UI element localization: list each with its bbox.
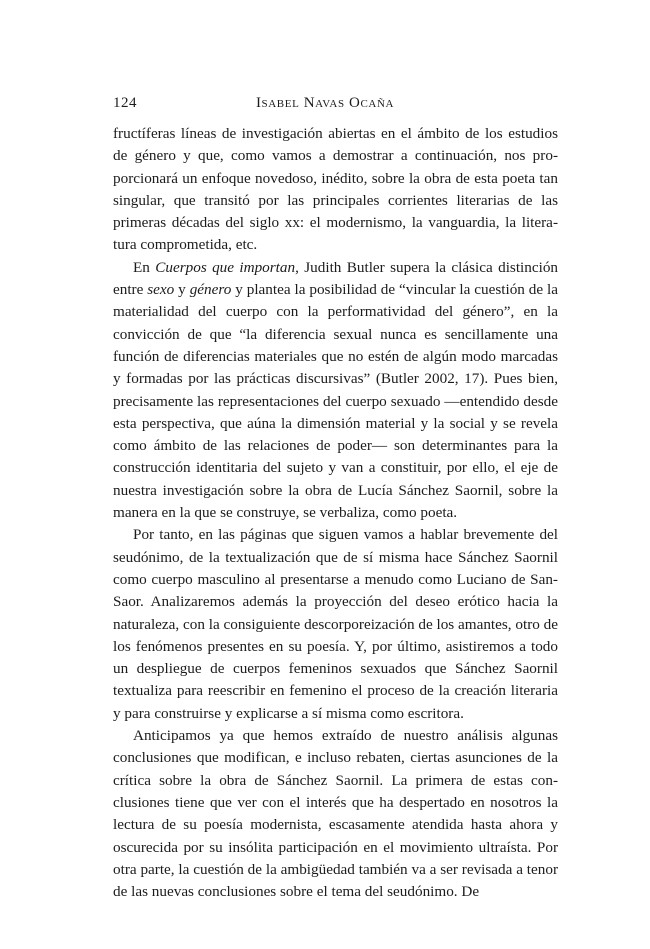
running-head: Isabel Navas Ocaña <box>255 95 395 111</box>
italic-title: Cuerpos que importan <box>155 258 296 276</box>
page-header <box>113 93 537 113</box>
paragraph <box>113 524 558 725</box>
text-segment: Por tanto, en las páginas que siguen vamos a hablar brevemente del seudónimo, de la textualización que de sí misma hace Sánchez Saornil como cuerpo masculino al presentarse a menudo como Luciano de San-Saor. Analizaremos además la proyección del deseo erótico hacia la naturaleza, con la consiguiente descorporeización de los amantes, otro de los fenómenos presentes en su poesía. Y, por último, asistiremos a todo un despliegue de cuerpos femeninos sexuados que Sánchez Saornil textualiza para reescribir en femenino el proceso de la creación literaria y para construirse y explicarse a sí misma como escritora. <box>113 526 558 722</box>
page-number: 124 <box>113 95 137 111</box>
text-segment: Anticipamos ya que hemos extraído de nuestro análisis algunas conclusiones que modifican, e incluso rebaten, ciertas asunciones de la crítica sobre la obra de Sánchez Saornil. La primera de estas conclusiones tiene que ver con el interés que ha despertado en nosotros la lectura de su poesía modernista, escasamente atendida hasta ahora y oscurecida por su insólita participación en el movimiento ultraísta. Por otra parte, la cuestión de la ambigüedad también va a ser revisada a tenor de las nuevas conclusiones sobre el tema del seudónimo. De <box>113 727 558 901</box>
body-text <box>113 123 558 903</box>
paragraph <box>113 123 558 257</box>
text-segment: y <box>174 281 190 299</box>
text-segment: y plantea la posibilidad de “vincular la cuestión de la materialidad del cuerpo con la performatividad del género”, en la convicción de que “la diferencia sexual nunca es sencillamente una función de diferencias materiales que no estén de algún modo marcadas y formadas por las prácticas discursivas” (Butler 2002, 17). Pues bien, precisamente las representaciones del cuerpo sexuado —entendido desde esta perspectiva, que aúna la dimensión material y la social y se revela como ámbito de las relaciones de poder— son determinantes para la construcción identitaria del sujeto y van a constituir, por ello, el eje de nuestra investigación sobre la obra de Lucía Sánchez Saornil, sobre la manera en la que se construye, se verbaliza, como poeta. <box>113 281 559 522</box>
paragraph <box>113 257 558 525</box>
text-segment: , Judith Butler supera la clásica distinción entre <box>113 258 559 299</box>
text-segment: En <box>133 258 156 276</box>
italic-term: sexo <box>147 281 175 299</box>
italic-term: género <box>189 281 232 299</box>
text-segment: fructíferas líneas de investigación abiertas en el ámbito de los estudios de género y que, como vamos a demostrar a continuación, nos proporcionará un enfoque novedoso, inédito, sobre la obra de esta poeta tan singular, que transitó por las principales corrientes literarias de las primeras décadas del siglo xx: el modernismo, la vanguardia, la literatura comprometida, etc. <box>113 125 558 254</box>
paragraph <box>113 725 558 903</box>
